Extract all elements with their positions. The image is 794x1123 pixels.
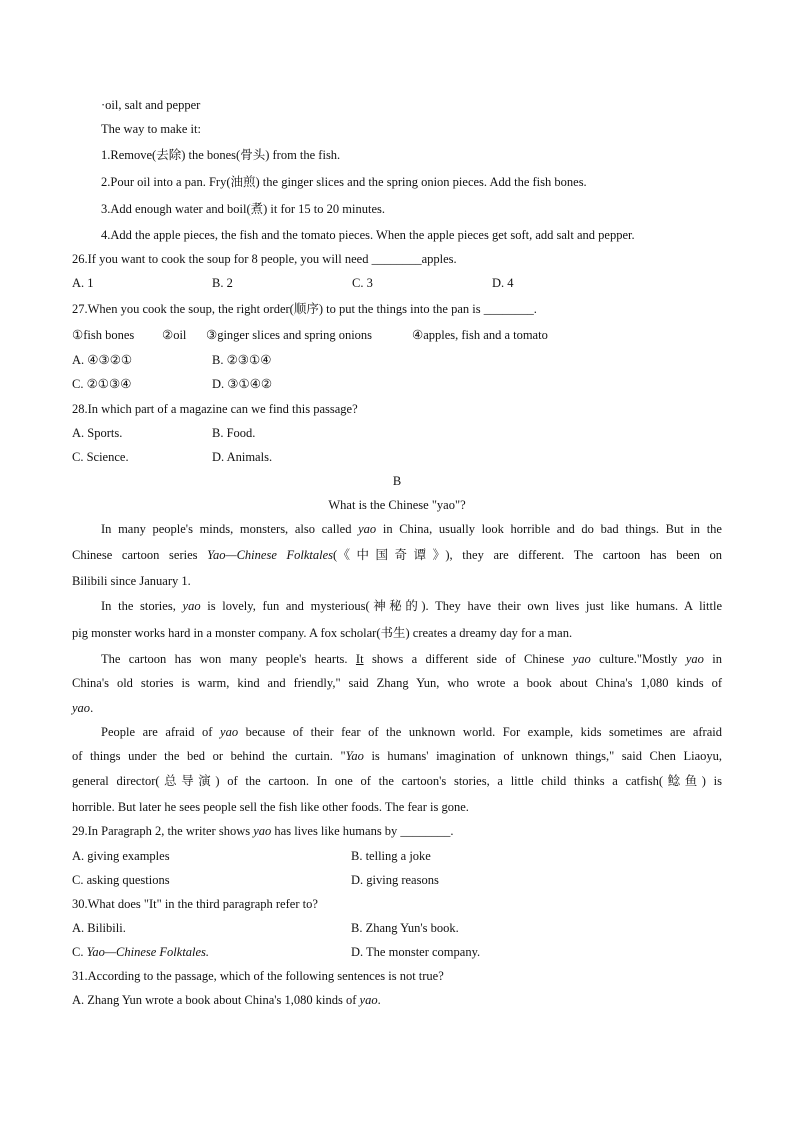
q30-option-c: C. Yao—Chinese Folktales. [72, 945, 210, 959]
recipe-step-4: 4.Add the apple pieces, the fish and the tomato pieces. When the apple pieces get soft, add salt and pepper. [101, 228, 635, 242]
q29-option-d: D. giving reasons [351, 873, 439, 887]
p1-line-3: Bilibili since January 1. [72, 574, 191, 588]
p3-line-2: China's old stories is warm, kind and friendly," said Zhang Yun, who wrote a book about China's 1,080 kinds of [72, 676, 722, 690]
q29-option-a: A. giving examples [72, 849, 170, 863]
q27-item-2: ②oil [162, 328, 187, 342]
question-28-stem: 28.In which part of a magazine can we find this passage? [72, 402, 358, 416]
recipe-step-1: 1.Remove(去除) the bones(骨头) from the fish. [101, 148, 341, 162]
q26-option-c: C. 3 [352, 276, 373, 290]
q30-option-b: B. Zhang Yun's book. [351, 921, 459, 935]
recipe-step-2: 2.Pour oil into a pan. Fry(油煎) the ginger slices and the spring onion pieces. Add the fish bones. [101, 175, 587, 189]
q27-option-c: C. ②①③④ [72, 377, 132, 391]
q27-option-b: B. ②③①④ [212, 353, 272, 367]
p4-line-4: horrible. But later he sees people sell the fish like other foods. The fear is gone. [72, 800, 469, 814]
q26-option-a: A. 1 [72, 276, 94, 290]
question-29-stem: 29.In Paragraph 2, the writer shows yao has lives like humans by ________. [72, 824, 454, 838]
q28-option-b: B. Food. [212, 426, 256, 440]
q27-item-4: ④apples, fish and a tomato [412, 328, 548, 342]
p3-line-1: The cartoon has won many people's hearts. It shows a different side of Chinese yao culture."Mostly yao in [101, 652, 722, 666]
way-title: The way to make it: [101, 122, 201, 136]
q31-option-a: A. Zhang Yun wrote a book about China's 1,080 kinds of yao. [72, 993, 381, 1007]
p4-line-1: People are afraid of yao because of their fear of the unknown world. For example, kids sometimes are afraid [101, 725, 722, 739]
q27-option-d: D. ③①④② [212, 377, 273, 391]
p4-line-2: of things under the bed or behind the curtain. "Yao is humans' imagination of unknown things," said Chen Liaoyu, [72, 749, 723, 763]
q26-option-b: B. 2 [212, 276, 233, 290]
q30-option-d: D. The monster company. [351, 945, 481, 959]
p2-line-1: In the stories, yao is lovely, fun and mysterious(神秘的). They have their own lives just like humans. A little [101, 599, 722, 613]
q26-option-d: D. 4 [492, 276, 514, 290]
q28-option-d: D. Animals. [212, 450, 273, 464]
q29-option-c: C. asking questions [72, 873, 170, 887]
p3-line-3: yao. [72, 701, 94, 715]
question-26-stem: 26.If you want to cook the soup for 8 people, you will need ________apples. [72, 252, 457, 266]
q27-item-1: ①fish bones [72, 328, 135, 342]
q27-item-3: ③ginger slices and spring onions [206, 328, 373, 342]
p1-line-1: In many people's minds, monsters, also called yao in China, usually look horrible and do bad things. But in the [101, 522, 722, 536]
passage-title: What is the Chinese "yao"? [328, 498, 466, 512]
question-27-stem: 27.When you cook the soup, the right order(顺序) to put the things into the pan is ________. [72, 302, 537, 316]
question-31-stem: 31.According to the passage, which of the following sentences is not true? [72, 969, 444, 983]
ingredient-line: ·oil, salt and pepper [101, 98, 201, 112]
q28-option-a: A. Sports. [72, 426, 123, 440]
p2-line-2: pig monster works hard in a monster company. A fox scholar(书生) creates a dreamy day for a man. [72, 626, 573, 640]
section-letter: B [392, 474, 402, 488]
q30-option-a: A. Bilibili. [72, 921, 126, 935]
q29-option-b: B. telling a joke [351, 849, 431, 863]
p4-line-3: general director(总导演) of the cartoon. In one of the cartoon's stories, a little child thinks a catfish(鲶鱼) is [72, 774, 722, 788]
question-30-stem: 30.What does "It" in the third paragraph refer to? [72, 897, 318, 911]
p1-line-2: Chinese cartoon series Yao—Chinese Folktales(《中国奇谭》), they are different. The cartoon has been on [72, 548, 722, 562]
q28-option-c: C. Science. [72, 450, 129, 464]
q27-option-a: A. ④③②① [72, 353, 133, 367]
recipe-step-3: 3.Add enough water and boil(煮) it for 15 to 20 minutes. [101, 202, 385, 216]
